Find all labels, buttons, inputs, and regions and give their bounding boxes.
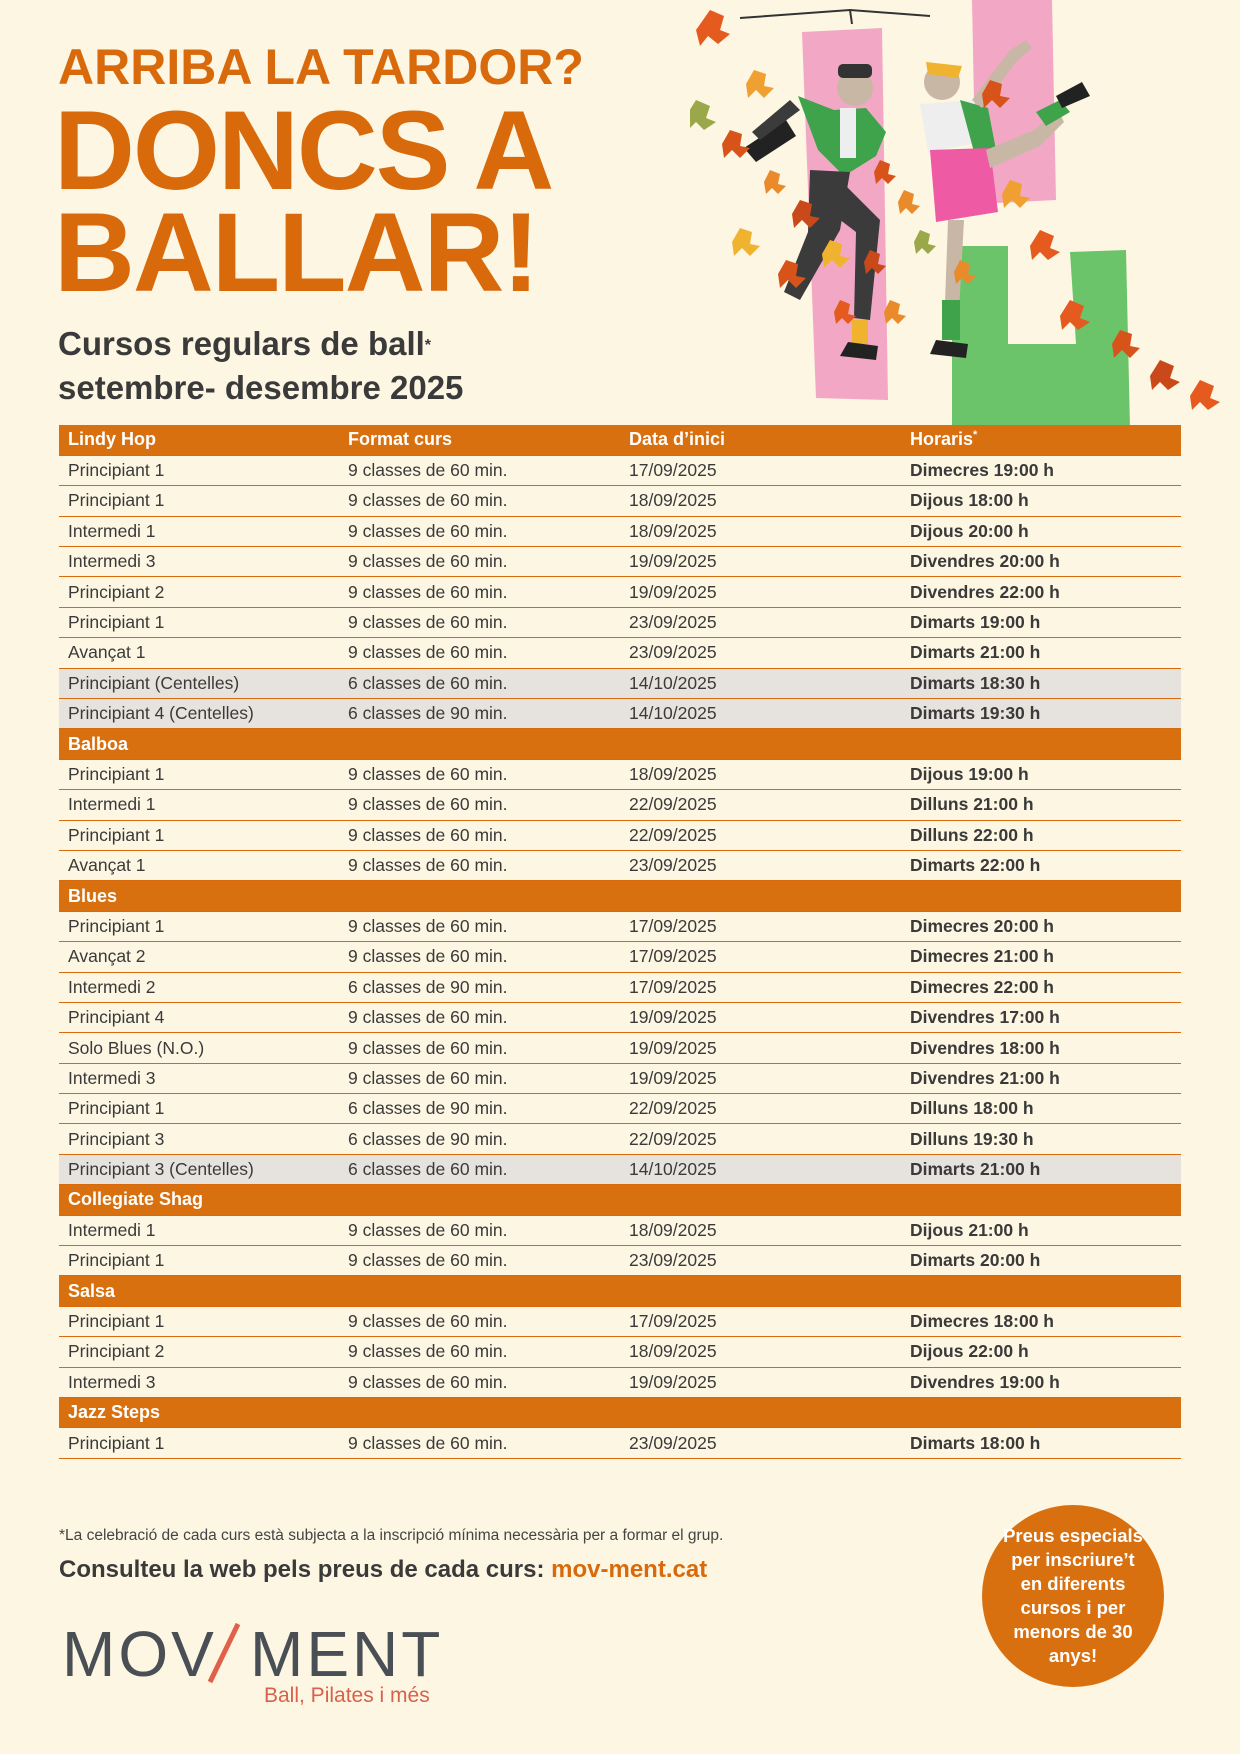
section-name: Lindy Hop [59,425,339,455]
section-header-row [59,1398,1181,1428]
table-row [59,972,1181,1002]
course-start-date: 14/10/2025 [620,668,901,698]
course-format: 9 classes de 60 min. [339,820,620,850]
course-schedule-time: Dijous 20:00 h [901,516,1181,546]
column-header [901,425,1181,455]
section-header-row [59,1276,1181,1306]
section-spacer [339,1398,620,1428]
course-level: Principiant 2 [59,1337,339,1367]
course-format: 6 classes de 90 min. [339,972,620,1002]
section-spacer [620,729,901,759]
table-row [59,1154,1181,1184]
section-header-row [59,881,1181,911]
table-row [59,1428,1181,1458]
course-format: 6 classes de 90 min. [339,1124,620,1154]
section-spacer [901,729,1181,759]
table-row [59,486,1181,516]
course-schedule-time: Divendres 22:00 h [901,577,1181,607]
course-start-date: 17/09/2025 [620,911,901,941]
table-row [59,547,1181,577]
movment-logo [62,1618,462,1718]
section-spacer [620,1185,901,1215]
course-start-date: 23/09/2025 [620,607,901,637]
course-schedule-time: Dimarts 18:30 h [901,668,1181,698]
course-level: Intermedi 1 [59,516,339,546]
subtitle-line1: Cursos regulars de ball [58,325,425,362]
course-schedule-time: Dimarts 19:00 h [901,607,1181,637]
course-level: Avançat 1 [59,850,339,880]
logo-text-right: MENT [250,1618,444,1688]
course-format: 9 classes de 60 min. [339,911,620,941]
column-header-asterisk: * [973,429,978,442]
course-start-date: 17/09/2025 [620,455,901,485]
course-level: Intermedi 1 [59,790,339,820]
consult-text: Consulteu la web pels preus de cada curs: [59,1556,545,1583]
table-row [59,638,1181,668]
course-format: 9 classes de 60 min. [339,1002,620,1032]
course-start-date: 17/09/2025 [620,1306,901,1336]
course-schedule-time: Dimecres 19:00 h [901,455,1181,485]
course-schedule-time: Divendres 19:00 h [901,1367,1181,1397]
course-schedule-time: Dimarts 21:00 h [901,638,1181,668]
course-schedule-time: Dimarts 19:30 h [901,699,1181,729]
course-level: Solo Blues (N.O.) [59,1033,339,1063]
course-schedule-time: Dilluns 21:00 h [901,790,1181,820]
course-schedule-time: Dilluns 18:00 h [901,1094,1181,1124]
green-shape [952,246,1130,428]
course-schedule-time: Dilluns 22:00 h [901,820,1181,850]
course-format: 9 classes de 60 min. [339,1033,620,1063]
course-level: Intermedi 3 [59,547,339,577]
section-spacer [620,1276,901,1306]
section-header-row [59,729,1181,759]
schedule-body [59,425,1181,1458]
table-row [59,607,1181,637]
section-spacer [901,1398,1181,1428]
course-schedule-time: Dijous 18:00 h [901,486,1181,516]
course-start-date: 14/10/2025 [620,699,901,729]
table-row [59,790,1181,820]
course-format: 9 classes de 60 min. [339,577,620,607]
course-schedule-time: Divendres 21:00 h [901,1063,1181,1093]
table-row [59,1124,1181,1154]
section-name: Blues [59,881,339,911]
section-spacer [620,1398,901,1428]
course-schedule-time: Dimecres 18:00 h [901,1306,1181,1336]
table-row [59,455,1181,485]
course-level: Principiant 1 [59,607,339,637]
column-header-label: Data d’inici [629,429,726,450]
course-level: Intermedi 3 [59,1063,339,1093]
course-start-date: 14/10/2025 [620,1154,901,1184]
course-start-date: 17/09/2025 [620,972,901,1002]
table-row [59,577,1181,607]
course-start-date: 19/09/2025 [620,1063,901,1093]
course-level: Intermedi 1 [59,1215,339,1245]
course-format: 9 classes de 60 min. [339,1337,620,1367]
course-schedule-time: Dimecres 20:00 h [901,911,1181,941]
course-format: 9 classes de 60 min. [339,638,620,668]
course-format: 6 classes de 60 min. [339,1154,620,1184]
course-level: Principiant 4 (Centelles) [59,699,339,729]
headline-line2: DONCS A BALLAR! [54,88,549,315]
course-level: Principiant 1 [59,759,339,789]
course-format: 9 classes de 60 min. [339,1063,620,1093]
table-row [59,1002,1181,1032]
table-row [59,911,1181,941]
course-level: Principiant 1 [59,486,339,516]
column-header-label: Format curs [348,429,453,450]
course-schedule-time: Dilluns 19:30 h [901,1124,1181,1154]
course-level: Intermedi 3 [59,1367,339,1397]
column-header-label: Horaris [910,429,974,450]
dancing-couple-illustration [690,0,1240,440]
section-spacer [339,1276,620,1306]
logo-tagline: Ball, Pilates i més [264,1684,430,1707]
course-start-date: 18/09/2025 [620,759,901,789]
table-row [59,1063,1181,1093]
course-format: 9 classes de 60 min. [339,607,620,637]
course-schedule-time: Dijous 21:00 h [901,1215,1181,1245]
course-format: 6 classes de 90 min. [339,1094,620,1124]
course-format: 9 classes de 60 min. [339,759,620,789]
course-schedule-time: Dimecres 22:00 h [901,972,1181,1002]
website-link[interactable]: mov-ment.cat [551,1556,708,1583]
section-spacer [901,1276,1181,1306]
table-row [59,1094,1181,1124]
table-row [59,1033,1181,1063]
table-row [59,850,1181,880]
section-spacer [620,881,901,911]
course-schedule-time: Dimarts 18:00 h [901,1428,1181,1458]
course-schedule-time: Dijous 19:00 h [901,759,1181,789]
table-row [59,942,1181,972]
course-start-date: 23/09/2025 [620,1246,901,1276]
course-start-date: 18/09/2025 [620,1215,901,1245]
table-row [59,1367,1181,1397]
course-start-date: 23/09/2025 [620,638,901,668]
section-spacer [339,1185,620,1215]
course-start-date: 19/09/2025 [620,1033,901,1063]
course-schedule-time: Dimecres 21:00 h [901,942,1181,972]
course-start-date: 19/09/2025 [620,1367,901,1397]
section-spacer [339,729,620,759]
course-level: Principiant 1 [59,820,339,850]
course-level: Principiant 3 (Centelles) [59,1154,339,1184]
table-row [59,1306,1181,1336]
course-schedule-time: Divendres 20:00 h [901,547,1181,577]
logo-text-left: MOV [62,1618,217,1688]
special-prices-badge [982,1505,1164,1687]
course-start-date: 18/09/2025 [620,486,901,516]
course-start-date: 23/09/2025 [620,1428,901,1458]
table-row [59,1215,1181,1245]
course-start-date: 19/09/2025 [620,1002,901,1032]
course-format: 9 classes de 60 min. [339,942,620,972]
course-format: 9 classes de 60 min. [339,850,620,880]
section-header-row [59,425,1181,455]
course-level: Intermedi 2 [59,972,339,1002]
subtitle [58,322,463,410]
course-schedule-table [59,425,1181,1459]
column-header [339,425,620,455]
course-level: Principiant 1 [59,1428,339,1458]
course-schedule-time: Dimarts 22:00 h [901,850,1181,880]
course-start-date: 23/09/2025 [620,850,901,880]
course-format: 6 classes de 60 min. [339,668,620,698]
subtitle-line2: setembre- desembre 2025 [58,369,464,406]
course-format: 9 classes de 60 min. [339,547,620,577]
course-level: Principiant 1 [59,911,339,941]
course-start-date: 17/09/2025 [620,942,901,972]
course-schedule-time: Divendres 17:00 h [901,1002,1181,1032]
logo-wordmark [62,1618,462,1688]
consult-line [59,1556,707,1584]
section-name: Balboa [59,729,339,759]
table-row [59,668,1181,698]
course-format: 9 classes de 60 min. [339,1246,620,1276]
course-schedule-time: Dimarts 20:00 h [901,1246,1181,1276]
table-row [59,1246,1181,1276]
course-format: 9 classes de 60 min. [339,1215,620,1245]
course-schedule-time: Dimarts 21:00 h [901,1154,1181,1184]
badge-text: Preus especials per inscriure’t en diferents cursos i per menors de 30 anys! [1003,1525,1143,1666]
course-level: Principiant 1 [59,1246,339,1276]
course-level: Principiant 3 [59,1124,339,1154]
course-start-date: 22/09/2025 [620,1124,901,1154]
course-level: Principiant (Centelles) [59,668,339,698]
course-format: 9 classes de 60 min. [339,790,620,820]
course-level: Principiant 2 [59,577,339,607]
course-level: Principiant 1 [59,1306,339,1336]
table-row [59,1337,1181,1367]
table-row [59,699,1181,729]
table-row [59,516,1181,546]
course-format: 6 classes de 90 min. [339,699,620,729]
section-name: Jazz Steps [59,1398,339,1428]
course-start-date: 22/09/2025 [620,790,901,820]
course-start-date: 19/09/2025 [620,577,901,607]
section-spacer [339,881,620,911]
course-format: 9 classes de 60 min. [339,516,620,546]
course-format: 9 classes de 60 min. [339,486,620,516]
course-format: 9 classes de 60 min. [339,455,620,485]
column-header [620,425,901,455]
course-level: Avançat 1 [59,638,339,668]
course-format: 9 classes de 60 min. [339,1367,620,1397]
section-name: Salsa [59,1276,339,1306]
course-schedule-time: Dijous 22:00 h [901,1337,1181,1367]
course-start-date: 18/09/2025 [620,516,901,546]
table-row [59,759,1181,789]
section-header-row [59,1185,1181,1215]
course-start-date: 22/09/2025 [620,1094,901,1124]
course-level: Principiant 1 [59,455,339,485]
course-start-date: 19/09/2025 [620,547,901,577]
course-format: 9 classes de 60 min. [339,1306,620,1336]
course-level: Principiant 1 [59,1094,339,1124]
course-start-date: 22/09/2025 [620,820,901,850]
table-row [59,820,1181,850]
section-name: Collegiate Shag [59,1185,339,1215]
subtitle-asterisk: * [424,337,432,354]
course-level: Avançat 2 [59,942,339,972]
footnote: *La celebració de cada curs està subjecta a la inscripció mínima necessària per a formar el grup. [59,1527,724,1544]
course-schedule-time: Divendres 18:00 h [901,1033,1181,1063]
course-format: 9 classes de 60 min. [339,1428,620,1458]
section-spacer [901,1185,1181,1215]
section-spacer [901,881,1181,911]
headline-line1: ARRIBA LA TARDOR? [58,39,584,95]
course-start-date: 18/09/2025 [620,1337,901,1367]
course-level: Principiant 4 [59,1002,339,1032]
